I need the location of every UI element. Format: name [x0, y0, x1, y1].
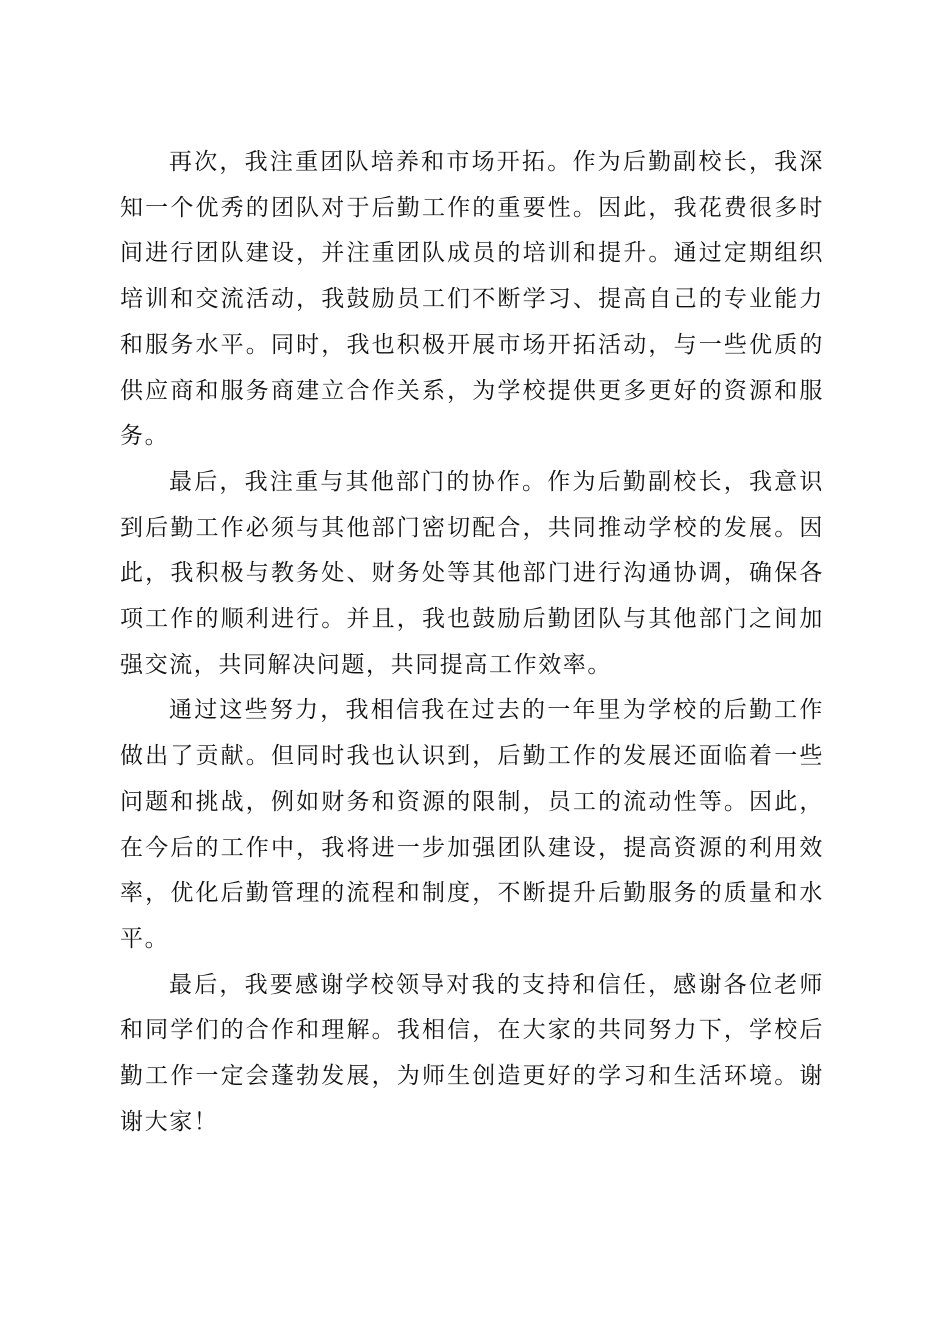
- document-page: [120, 140, 824, 1145]
- paragraph-department-collaboration: 最后，我注重与其他部门的协作。作为后勤副校长，我意识到后勤工作必须与其他部门密切配合，共同推动学校的发展。因此，我积极与教务处、财务处等其他部门进行沟通协调，确保各项工作的顺利进行。并且，我也鼓励后勤团队与其他部门之间加强交流，共同解决问题，共同提高工作效率。: [120, 468, 824, 678]
- paragraph-efforts-and-challenges: 通过这些努力，我相信我在过去的一年里为学校的后勤工作做出了贡献。但同时我也认识到，后勤工作的发展还面临着一些问题和挑战，例如财务和资源的限制，员工的流动性等。因此，在今后的工作中，我将进一步加强团队建设，提高资源的利用效率，优化后勤管理的流程和制度，不断提升后勤服务的质量和水平。: [120, 697, 824, 952]
- paragraph-thanks: 最后，我要感谢学校领导对我的支持和信任，感谢各位老师和同学们的合作和理解。我相信，在大家的共同努力下，学校后勤工作一定会蓬勃发展，为师生创造更好的学习和生活环境。谢谢大家！: [120, 971, 824, 1135]
- paragraph-team-building: 再次，我注重团队培养和市场开拓。作为后勤副校长，我深知一个优秀的团队对于后勤工作的重要性。因此，我花费很多时间进行团队建设，并注重团队成员的培训和提升。通过定期组织培训和交流活动，我鼓励员工们不断学习、提高自己的专业能力和服务水平。同时，我也积极开展市场开拓活动，与一些优质的供应商和服务商建立合作关系，为学校提供更多更好的资源和服务。: [120, 149, 824, 450]
